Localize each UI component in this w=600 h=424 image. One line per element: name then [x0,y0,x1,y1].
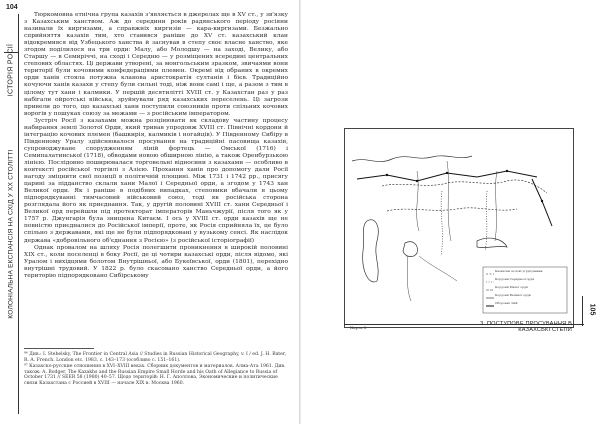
running-head [4,14,19,414]
map-horde-boundary [441,191,487,256]
footnote-2: ⁹⁷ Казахско-русские отношения в XVI–XVIII веках. Сборник документов и материалов. Алма-Ата 1961. Див. також: A. Bodger, The Kazakhs and the Russian Empire Small Horde and his Oath of Allegiance to Russia of October 1731 // SEER 58 (1980) 40–57. Щодо територій: Н. Г. Аполлова, Экономические и политические связи Казахстана с Россией в XVIII — начале XIX в. Москва 1960. [24,364,286,386]
map-caspian-sea [363,220,379,282]
body-text [24,12,288,280]
legend-item: Кордони Середньої орди [495,277,535,281]
legend-item: Казахські кочові угрупування [495,269,543,273]
section-label: 3. ПОСТУПОВЕ ПРОСУВАННЯ В КАЗАХСЬКІ СТЕПИ [480,321,572,333]
map-lake-balkhash [477,238,507,247]
map-horde-boundary [387,208,517,211]
map-horde-boundary [382,180,547,193]
left-page-number: 104 [6,4,18,11]
map-figure [344,128,574,328]
map-aral-sea [403,242,417,257]
footnote-divider [24,348,94,349]
map-defensive-line [532,179,552,226]
running-head-subtitle: КОЛОНІАЛЬНА ЕКСПАНСІЯ НА СХІД У XX СТОЛІТТІ [7,149,15,319]
figure-caption: Карта 8 [350,325,367,330]
legend-item: Оборонні лінії [495,301,518,305]
map-town-marker [506,170,508,172]
paragraph-1: Тюркомовна етнічна група казахів з'являється в джерелах ще в XV ст., у зв'язку з Казахським ханством. Аж до середини років радянського періоду росіяни називали їх киргизами, а справжніх киргизів — кара-киргизами. Безжально сприйняття казахів тим, хто ставився раніше до XV ст. казахський клан відокремився від Узбецького ханства й заснував в степу своє власне ханство, яке згодом поділилося на три орди: Малу, або Молодшу — на заході, Велику, або Старшу — в Семиріччі, на сході і Середню — у розміщених всередині центральних степових областях. Ці держави утворені, за монгольським зразком, звичаями вони території були кочовими конфедераціями племен. Окремі від обраних в окремих орди ханів стояла потужна кланова аристократія султанів і бієв. Традиційно кочуючи ханів казахи у степу були сильні тоді, ніж вони самі і ще, а разом з тим в цілому тут хани і калмики. У першій десятилітті XVIII ст. у Казахстан раз у раз набігали ойротські війська, зруйнували ряд казахських переселень. Ці загрози привели до того, що казахські хани поступили союзників проти спільних кочових ворогів у пошуках союзу за межами — з російським імператором. [24,12,288,117]
map-river [352,156,472,162]
map-legend [483,269,563,309]
map-town-marker [541,200,543,202]
map-town-marker [416,180,418,182]
map-river [407,256,457,301]
map-river [417,161,497,241]
right-page-number: 105 [588,303,596,316]
footnotes [24,352,288,388]
paragraph-3: Однак провалом на шляху Росія полегшити проникнення в широкій половині XIX ст., коли поселенці в боку Росії, де ці чотири казахські орди, після відомо, які Уралом і вихідцями болотом Внутрішньої, або Букеївської, орди (1801), перехідно внутрішні трудовий. У 1822 р. було скасовано ханство Середньої орди, а його територію підпорядковано Сибірському [24,244,288,279]
legend-item: Кордони Великої орди [495,293,531,297]
legend-item: Кордони Малої орди [495,285,528,289]
footnote-1: ⁹⁶ Див.: I. Stebelsky, The Frontier in Central Asia // Studies in Russian Historical Geography, v. I / ed. J. H. Bater, R. A. French. London etc. 1983, c. 143–173 (особливо с. 151–161). [24,352,287,363]
map-town-marker [386,174,388,176]
book-gutter [299,0,301,424]
paragraph-2: Зустріч Росії з казахами можна розцінювати як складову частину процесу набирання землі Золотої Орди, який тривав упродовж XVIII ст. Північні кордони й інтеграцію кочових племен (башкирія, калмиків і ногайців). У Південному Сибіру в Південному Уралу здійснювалося просування на традиційні пасовища казахів, супроводжуване спорудженням ліній фортець — Омської (1716) і Семипалатинської (1718), обводами новою обширною лінію, а також Оренбурзькою лінією. Послідовно поширювалася торговельні відносини з казахами — особливо в контексті російської торгівлі з Азією. Прохання ханів про допомогу дали Росії нагоду зміцнити свої позиції в політичній площині. Між 1731 і 1742 рр., присягу царині за підданство склали хани Малої і Середньої орди, а згодом у 1743 хан Великої орди. Як і раніше в подібних випадках, степовики вбачали в цьому підпорядкуванні тимчасовий військовий союз, тоді як російська сторона розглядала його як приєднання. Так, у другій половині XVIII ст. хани Середньої і Великої орд перейшли під протекторат імператорів Маньчжурії, після того як у 1757 р. Джунгарія була знищена Китаєм. І ось у XVIII ст. орди казахів ще не повністю приєдналися до Російської імперії, проте, як Росія сприйняла їх, це було спільно з державами, які ще не були підпорядковані у вузькому сенсі. Як наслідок держава «добровільного об'єднання з Росією» (з російської історіографії) [24,117,288,244]
map-town-marker [446,172,448,174]
running-head-title: ІСТОРІЯ РОСІЇ [7,43,15,97]
